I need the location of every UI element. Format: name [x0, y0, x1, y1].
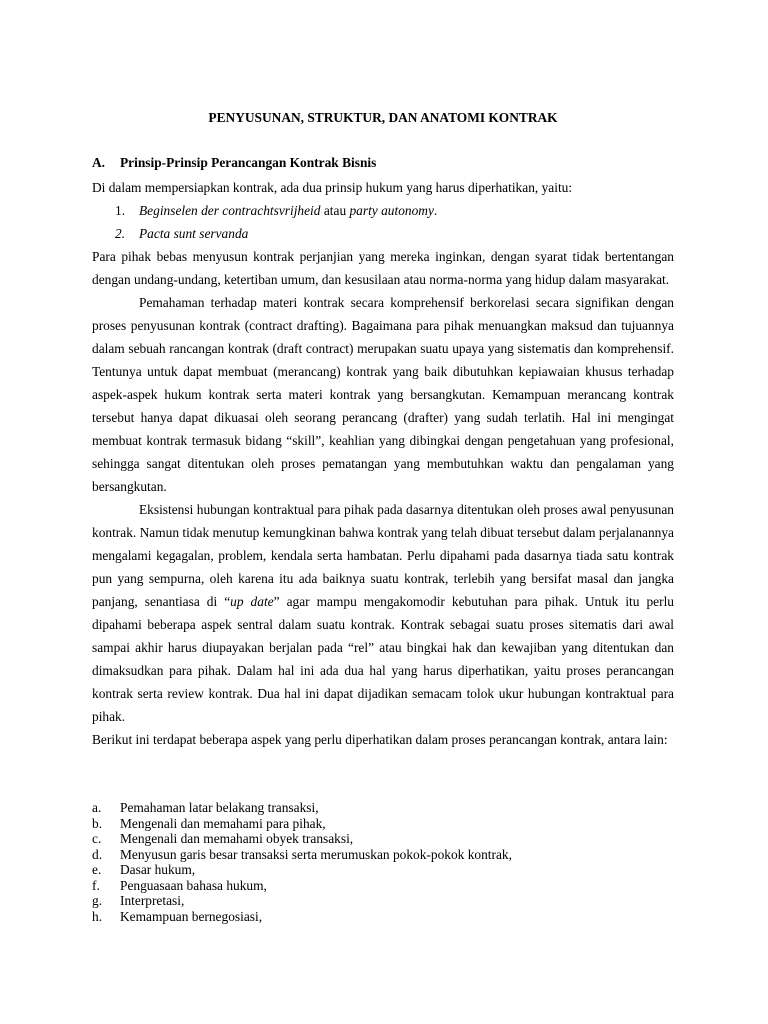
body-text [92, 176, 674, 751]
principle-number: 1. [115, 203, 126, 218]
list-item [92, 816, 674, 832]
list-text: Mengenali dan memahami obyek transaksi, [120, 831, 354, 846]
list-text: Penguasaan bahasa hukum, [120, 877, 267, 893]
list-text: Interpretasi, [120, 893, 185, 908]
list-marker: g. [92, 893, 103, 908]
list-marker: f. [92, 877, 100, 893]
list-marker: c. [92, 831, 102, 846]
principles-list [92, 199, 674, 245]
list-item [92, 800, 674, 816]
list-item [92, 893, 674, 909]
principle-item [92, 199, 674, 222]
paragraph-3-part-2: ” agar mampu mengakomodir kebutuhan para pihak. Untuk itu perlu dipahami beberapa aspek sentral dalam suatu kontrak. Kontrak sebagai suatu proses sitematis dari awal sampai akhir harus diupayakan berjalan pada “rel” atau bingkai hak dan kewajiban yang ditentukan dan dimaksudkan para pihak. Dalam hal ini ada dua hal yang harus diperhatikan, yaitu proses perancangan kontrak serta review kontrak. Dua hal ini dapat dijadikan semacam tolok ukur hubungan kontraktual para pihak. [92, 594, 674, 724]
paragraph-2: Pemahaman terhadap materi kontrak secara komprehensif berkorelasi secara signifikan dengan proses penyusunan kontrak (contract drafting). Bagaimana para pihak menuangkan maksud dan tujuannya dalam sebuah rancangan kontrak (draft contract) merupakan suatu upaya yang sistematis dan komprehensif. Tentunya untuk dapat membuat (merancang) kontrak yang baik dibutuhkan kepiawaian khusus terhadap aspek-aspek hukum kontrak serta materi kontrak yang bersangkutan. Kemampuan merancang kontrak tersebut hanya dapat dikuasai oleh seorang perancang (drafter) yang sudah terlatih. Hal ini mengingat membuat kontrak termasuk bidang “skill”, keahlian yang dibingkai dengan pengetahuan yang profesional, sehingga sangat ditentukan oleh proses pematangan yang membutuhkan waktu dan pengalaman yang bersangkutan. [92, 295, 674, 494]
aspects-list [92, 800, 674, 924]
principle-term: Beginselen der contrachtsvrijheid [139, 203, 321, 218]
principle-end: . [433, 203, 438, 218]
list-marker: e. [92, 862, 102, 877]
paragraph-3-italic: up date [230, 594, 274, 609]
intro-paragraph: Di dalam mempersiapkan kontrak, ada dua prinsip hukum yang harus diperhatikan, yaitu: [92, 180, 573, 195]
list-item [92, 909, 674, 925]
list-item [92, 862, 674, 878]
list-text: Menyusun garis besar transaksi serta merumuskan pokok-pokok kontrak, [120, 846, 512, 862]
principle-item [92, 222, 674, 245]
list-item [92, 878, 674, 894]
paragraph-3 [92, 498, 674, 728]
list-marker: b. [92, 815, 103, 831]
list-item [92, 831, 674, 847]
list-text: Kemampuan bernegosiasi, [120, 908, 263, 924]
principle-term: Pacta sunt servanda [139, 226, 249, 241]
section-title: Prinsip-Prinsip Perancangan Kontrak Bisnis [120, 155, 377, 170]
list-text: Mengenali dan memahami para pihak, [120, 815, 326, 831]
principle-connector: atau [320, 203, 350, 218]
list-text: Pemahaman latar belakang transaksi, [120, 800, 319, 815]
list-marker: h. [92, 908, 103, 924]
list-item [92, 847, 674, 863]
section-number: A. [92, 155, 106, 170]
principle-term-alt: party autonomy [349, 203, 434, 218]
list-marker: a. [92, 800, 102, 815]
page-title: PENYUSUNAN, STRUKTUR, DAN ANATOMI KONTRAK [208, 110, 558, 125]
paragraph-4: Berikut ini terdapat beberapa aspek yang perlu diperhatikan dalam proses perancangan kontrak, antara lain: [92, 732, 668, 747]
paragraph-1: Para pihak bebas menyusun kontrak perjanjian yang mereka inginkan, dengan syarat tidak bertentangan dengan undang-undang, ketertiban umum, dan kesusilaan atau norma-norma yang hidup dalam masyarakat. [92, 249, 674, 287]
principle-number: 2. [115, 226, 126, 241]
paragraph-3-part-1: Eksistensi hubungan kontraktual para pihak pada dasarnya ditentukan oleh proses awal penyusunan kontrak. Namun tidak menutup kemungkinan bahwa kontrak yang telah dibuat tersebut dalam perjalanannya mengalami kegagalan, problem, kendala serta hambatan. Perlu dipahami pada dasarnya tiada satu kontrak pun yang sempurna, oleh karena itu ada baiknya suatu kontrak, terlebih yang bersifat masal dan jangka panjang, senantiasa di “ [92, 502, 674, 609]
list-text: Dasar hukum, [120, 862, 196, 877]
section-heading [92, 153, 674, 173]
list-marker: d. [92, 846, 103, 862]
